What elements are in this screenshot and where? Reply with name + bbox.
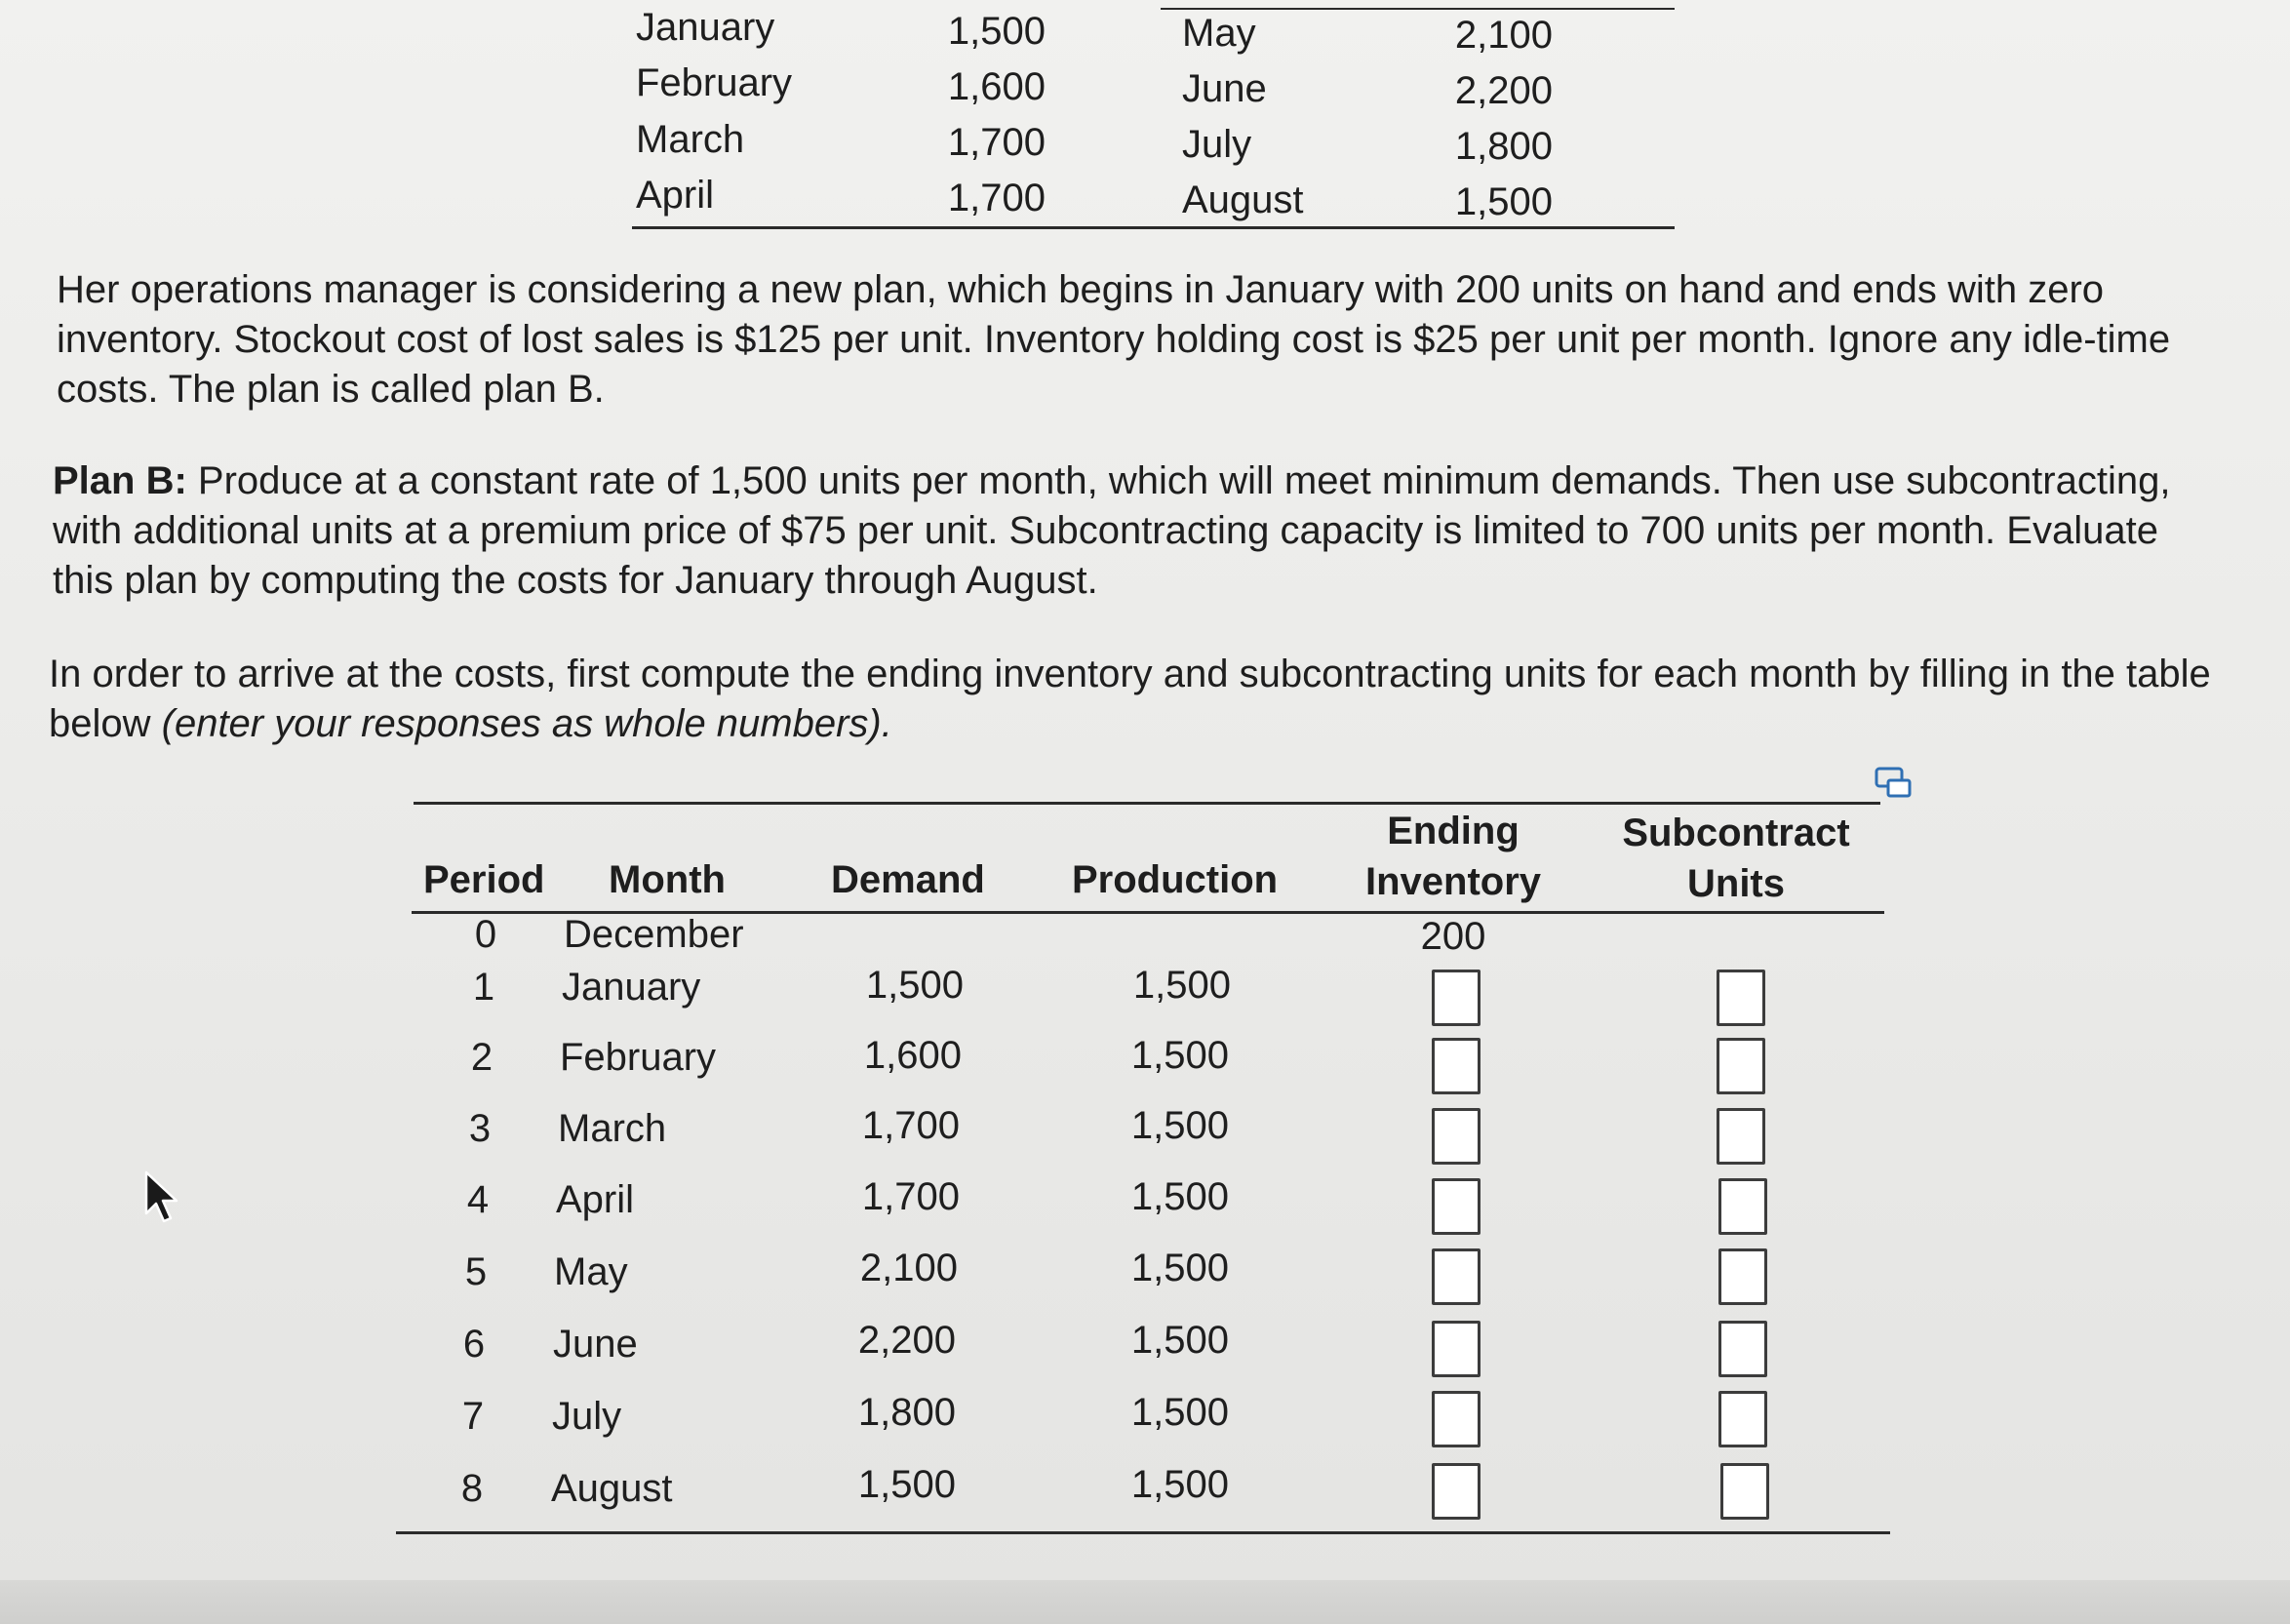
plan-b-text: Produce at a constant rate of 1,500 units per month, which will meet minimum demands. Then use subcontracting, with additional units at a premium price of $75 per unit. Subcontracting capacity is limited to 700 units per month. Evaluate this plan by computing the costs for January through August. [53,459,2171,602]
month-label: March [636,118,745,161]
instruction-italic: (enter your responses as whole numbers). [161,702,892,745]
period-cell: 4 [466,1178,490,1221]
ending-inventory-header-line2: Inventory [1364,860,1542,903]
demand-cell: 1,700 [861,1104,960,1147]
demand-value: 1,600 [947,65,1046,108]
production-cell: 1,500 [1132,964,1231,1007]
month-label: April [636,174,715,217]
period-cell: 8 [460,1467,484,1510]
demand-cell: 1,500 [857,1463,956,1506]
subcontract-units-header-line1: Subcontract [1622,812,1850,854]
month-label: May [1182,12,1256,55]
production-cell: 1,500 [1130,1104,1229,1147]
demand-value: 1,500 [947,10,1046,53]
demand-value: 1,500 [1454,180,1553,223]
subcontract-units-input[interactable] [1718,1178,1767,1235]
month-label: June [1182,67,1267,110]
period-header: Period [423,858,545,901]
instruction-text: In order to arrive at the costs, first compute the ending inventory and subcontracting units for each month by filling in the table below [49,653,2211,745]
production-cell: 1,500 [1130,1034,1229,1077]
production-cell: 1,500 [1130,1319,1229,1362]
demand-cell: 1,600 [863,1034,962,1077]
subcontract-units-input[interactable] [1717,1038,1765,1094]
demand-value: 2,100 [1454,14,1553,57]
month-label: August [1182,178,1304,221]
month-cell: December [564,913,744,956]
page-bottom-edge [0,1580,2290,1624]
period-cell: 6 [462,1323,486,1366]
top-table-bottom-rule [632,226,1675,229]
demand-cell: 1,800 [857,1391,956,1434]
intro-paragraph: Her operations manager is considering a new plan, which begins in January with 200 units on hand and ends with zero inventory. Stockout cost of lost sales is $125 per unit. Inventory holding cost is $25 per unit per month. Ignore any idle-time costs. The plan is called plan B. [57,268,2171,411]
starting-inventory-cell: 200 [1420,915,1486,958]
subcontract-units-input[interactable] [1718,1321,1767,1377]
month-cell: February [560,1036,717,1079]
month-label: February [636,61,793,104]
demand-cell: 1,500 [865,964,964,1007]
demand-cell: 1,700 [861,1175,960,1218]
production-cell: 1,500 [1130,1247,1229,1289]
period-cell: 0 [474,913,497,956]
production-cell: 1,500 [1130,1391,1229,1434]
month-cell: April [556,1178,635,1221]
demand-value: 1,800 [1454,125,1553,168]
subcontract-units-input[interactable] [1718,1248,1767,1305]
demand-value: 1,700 [947,121,1046,164]
demand-cell: 2,200 [857,1319,956,1362]
production-header: Production [1072,858,1279,901]
ending-inventory-input[interactable] [1432,1178,1481,1235]
ending-inventory-input[interactable] [1432,1038,1481,1094]
ending-inventory-input[interactable] [1432,1108,1481,1165]
ending-inventory-input[interactable] [1432,970,1481,1026]
production-cell: 1,500 [1130,1175,1229,1218]
demand-value: 2,200 [1454,69,1553,112]
production-cell: 1,500 [1130,1463,1229,1506]
month-cell: January [562,966,701,1009]
plan-table-bottom-rule [396,1531,1890,1534]
month-label: January [636,6,775,49]
month-header: Month [609,858,726,901]
subcontract-units-input[interactable] [1717,1108,1765,1165]
month-cell: May [554,1250,628,1293]
month-cell: June [553,1323,638,1366]
demand-value: 1,700 [947,177,1046,219]
ending-inventory-input[interactable] [1432,1463,1481,1520]
instruction-paragraph [49,650,2243,749]
period-cell: 1 [472,966,495,1009]
demand-header: Demand [831,858,985,901]
ending-inventory-header-line1: Ending [1387,810,1520,852]
subcontract-units-input[interactable] [1717,970,1765,1026]
ending-inventory-input[interactable] [1432,1391,1481,1447]
subcontract-units-header-line2: Units [1687,862,1785,905]
subcontract-units-input[interactable] [1720,1463,1769,1520]
period-cell: 7 [461,1395,485,1438]
period-cell: 3 [468,1107,492,1150]
mouse-cursor-icon [142,1170,181,1227]
copy-table-icon[interactable] [1875,767,1914,802]
demand-cell: 2,100 [859,1247,958,1289]
plan-table-top-rule [414,802,1880,805]
plan-b-label: Plan B: [53,459,187,502]
month-cell: March [558,1107,667,1150]
period-cell: 5 [464,1250,488,1293]
month-cell: August [551,1467,673,1510]
ending-inventory-input[interactable] [1432,1321,1481,1377]
plan-b-paragraph [53,456,2198,606]
month-label: July [1182,123,1252,166]
subcontract-units-input[interactable] [1718,1391,1767,1447]
ending-inventory-input[interactable] [1432,1248,1481,1305]
month-cell: July [552,1395,622,1438]
period-cell: 2 [470,1036,494,1079]
